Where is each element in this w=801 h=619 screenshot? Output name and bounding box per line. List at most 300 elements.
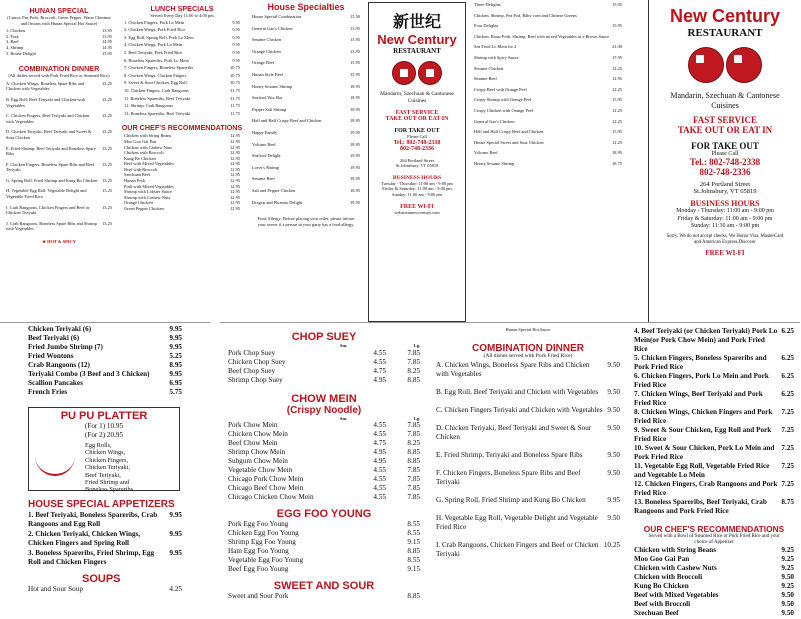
item-price: 18.95 bbox=[350, 141, 360, 147]
item-name: Beef Chop Suey bbox=[228, 366, 276, 375]
item-price: 5.75 bbox=[169, 388, 182, 396]
fast-service-right: FAST SERVICE bbox=[692, 115, 758, 125]
coin-icon bbox=[392, 61, 416, 85]
menu-panel-lunch-bottom bbox=[628, 322, 800, 618]
item-price-large: 7.85 bbox=[407, 421, 420, 430]
text-line: Chicken Teriyaki, bbox=[85, 464, 130, 472]
chop-suey-list bbox=[220, 349, 428, 385]
chef-top-list bbox=[118, 132, 246, 212]
menu-item bbox=[252, 107, 360, 113]
chow-mein-title: CHOW MEIN bbox=[291, 392, 357, 405]
menu-item bbox=[474, 140, 622, 146]
item-name: 10. Sweet & Sour Chicken, Pork Lo Mein and Pork Fried Rice bbox=[634, 444, 775, 461]
website: websiteatnewcentury.com bbox=[394, 209, 440, 215]
item-name: Beef with Broccoli bbox=[634, 600, 691, 609]
menu-item bbox=[634, 372, 794, 390]
menu-item bbox=[124, 20, 240, 26]
menu-item bbox=[474, 34, 622, 40]
chop-suey-title: CHOP SUEY bbox=[291, 331, 357, 343]
item-name: Honey Sesame Shrimp bbox=[474, 160, 515, 166]
item-price: 7.25 bbox=[781, 462, 794, 470]
menu-item bbox=[474, 119, 622, 125]
item-price: 8.55 bbox=[407, 520, 420, 529]
item-name: House Special Combination bbox=[252, 14, 302, 19]
combo-top-list bbox=[0, 79, 118, 239]
lunch-title: LUNCH SPECIALS bbox=[150, 4, 214, 13]
item-price: 12.95 bbox=[230, 178, 240, 184]
take-out-right: TAKE OUT OR EAT IN bbox=[677, 125, 773, 135]
text-line: Chicken Fingers, bbox=[85, 456, 129, 464]
item-name: 6. Boneless Spareribs, Pork Lo Mein bbox=[124, 57, 189, 63]
item-price: 12.25 bbox=[612, 118, 622, 124]
item-price-large: 7.85 bbox=[407, 357, 420, 366]
appetizers-title: HOUSE SPECIAL APPETIZERS bbox=[28, 499, 175, 510]
menu-item bbox=[436, 451, 620, 460]
text-line: Egg Rolls, bbox=[85, 442, 112, 449]
menu-item bbox=[28, 325, 182, 334]
menu-item bbox=[228, 367, 420, 376]
text-line: Chicken Wings, bbox=[85, 449, 126, 457]
item-price: 13.95 bbox=[102, 33, 112, 39]
item-price: 21.00 bbox=[612, 44, 622, 50]
item-name: Chicken Teriyaki (6) bbox=[28, 325, 92, 333]
wifi-right: FREE WI-FI bbox=[705, 248, 745, 257]
hunan-list bbox=[0, 26, 118, 58]
item-price: 12.25 bbox=[612, 107, 622, 113]
menu-item bbox=[252, 95, 360, 101]
item-name: B. Egg Roll, Beef Teriyaki and Chicken with Vegetables bbox=[436, 388, 599, 397]
item-price: 9.50 bbox=[781, 573, 794, 582]
item-name: E. Fried Shrimp, Beef Teriyaki and Boneless Spare Ribs bbox=[6, 145, 96, 157]
item-price-small: 4.95 bbox=[373, 375, 386, 384]
menu-item bbox=[228, 457, 420, 466]
hunan-note: (Carrot, Pea Pods, Broccoli, Green Pepper, Water Chestnut and Onions with Hunan Special Hot Sauce) bbox=[7, 15, 111, 26]
sweet-sour-item: Sweet and Sour Pork 8.85 bbox=[228, 592, 420, 601]
item-price: 13.25 bbox=[102, 204, 112, 210]
menu-item bbox=[28, 352, 182, 361]
item-name: Crispy Chicken with Orange Peel bbox=[474, 107, 534, 113]
item-name: 3. Boneless Spareribs, Fried Shrimp, Egg Roll and Chicken Fingers bbox=[28, 549, 155, 566]
item-name: I. Crab Rangoons, Chicken Fingers and Beef or Chicken Teriyaki bbox=[6, 204, 90, 216]
menu-item bbox=[474, 129, 622, 135]
item-name: Three-Delights bbox=[474, 2, 501, 7]
menu-item bbox=[228, 538, 420, 547]
item-name: 2. Chicken Teriyaki, Chicken Wings, Chicken Fingers and Spring Roll bbox=[28, 530, 141, 547]
item-price-small: 4.55 bbox=[373, 348, 386, 357]
item-name: G. Spring Roll, Fried Shrimp and Kung Bo Chicken bbox=[6, 177, 98, 183]
menu-panel-right-specials bbox=[468, 0, 628, 322]
item-price: 19.95 bbox=[350, 129, 360, 135]
menu-item bbox=[474, 66, 622, 72]
item-price: 13.25 bbox=[102, 80, 112, 86]
house-appetizer-list bbox=[0, 510, 210, 567]
menu-item bbox=[474, 161, 622, 167]
item-name: Chicago Chicken Chow Mein bbox=[228, 493, 314, 502]
item-name: Happy Family bbox=[252, 129, 278, 135]
item-price: 9.95 bbox=[169, 370, 182, 378]
item-name: 6. Chicken Fingers, Pork Lo Mein and Pork Fried Rice bbox=[634, 372, 769, 389]
menu-item bbox=[634, 498, 794, 516]
item-name: Hunan Pork bbox=[124, 178, 146, 184]
item-price: 15.95 bbox=[102, 50, 112, 56]
menu-item bbox=[634, 600, 794, 609]
logo-name-right: New Century bbox=[669, 6, 781, 26]
menu-item bbox=[228, 466, 420, 475]
item-price: 9.50 bbox=[607, 388, 620, 397]
sweet-sour-title: SWEET AND SOUR bbox=[273, 580, 375, 593]
item-name: G. Spring Roll, Fried Shrimp and Kung Bo Chicken bbox=[436, 496, 586, 505]
item-name: C. Chicken Fingers, Beef Teriyaki and Chicken with Vegetables bbox=[6, 113, 90, 124]
chow-mein-sub: (Crispy Noodle) bbox=[286, 404, 362, 416]
menu-item bbox=[124, 96, 240, 102]
tel-1-right: Tel.: 802-748-2338 bbox=[689, 157, 761, 167]
menu-item bbox=[474, 108, 622, 114]
menu-item bbox=[28, 343, 182, 352]
item-price: 12.95 bbox=[230, 133, 240, 139]
item-name: General Gao's Chicken bbox=[252, 25, 293, 31]
item-name: Crispy Beef with Orange Peel bbox=[474, 86, 527, 92]
combo-note-bottom: (All dishes served with Pork Fried Rice) bbox=[483, 352, 573, 359]
menu-item bbox=[228, 493, 420, 502]
item-name: Chicken with Broccoli bbox=[124, 150, 164, 156]
menu-item bbox=[228, 430, 420, 439]
take-out: TAKE OUT OR EAT IN bbox=[385, 116, 449, 122]
item-name: Chicken Egg Foo Young bbox=[228, 529, 299, 538]
item-name: Subgum Chow Mein bbox=[228, 457, 288, 466]
cuisine: Mandarin, Szechuan & Cantonese Cuisines bbox=[380, 91, 454, 104]
menu-item bbox=[436, 406, 620, 415]
hunan-special-title: HUNAN SPECIAL bbox=[29, 6, 89, 15]
menu-item bbox=[28, 530, 182, 548]
pupu-for1: (For 1) 10.95 bbox=[84, 422, 124, 430]
item-price: 9.95 bbox=[169, 530, 182, 538]
text-line: Sunday: 11:00 am - 9:00 pm bbox=[392, 191, 442, 197]
item-name: Chicken, Roast Pork, Shrimp, Beef with mixed Vegetables in a Brown Sauce bbox=[474, 33, 610, 39]
item-name: D. Chicken Teriyaki, Beef Teriyaki and Sweet & Sour Chicken bbox=[6, 129, 92, 140]
menu-item bbox=[252, 14, 360, 20]
menu-item bbox=[228, 439, 420, 448]
item-price: 18.95 bbox=[612, 150, 622, 156]
item-price: 9.95 bbox=[169, 343, 182, 351]
menu-item bbox=[474, 44, 622, 50]
item-price: 10.75 bbox=[230, 72, 240, 78]
chef-title-top: OUR CHEF'S RECOMMENDATIONS bbox=[121, 123, 243, 133]
item-price: 10.25 bbox=[603, 541, 620, 550]
item-price: 12.95 bbox=[230, 194, 240, 200]
hours-list-right bbox=[649, 208, 801, 231]
item-name: 4. Shrimp bbox=[6, 44, 24, 50]
item-price: 13.95 bbox=[350, 48, 360, 54]
item-name: Chicken, Shrimp, Pea Pod, Baby corn and Chinese Greens bbox=[474, 12, 577, 18]
item-name: Szechuan Beef bbox=[124, 172, 151, 178]
item-name: Beef Chow Mein bbox=[228, 439, 278, 448]
menu-item bbox=[228, 547, 420, 556]
text-line: Boneless Spareribs bbox=[85, 486, 134, 494]
pupu-for2: (For 2) 20.95 bbox=[84, 431, 124, 439]
menu-item bbox=[634, 609, 794, 618]
item-name: Orange Chicken bbox=[124, 200, 153, 206]
item-price: 13.25 bbox=[102, 188, 112, 194]
item-name: A. Chicken Wings, Boneless Spare Ribs and Chicken with Vegetables bbox=[6, 80, 85, 92]
item-price-large: 8.25 bbox=[407, 439, 420, 448]
item-price: 11.75 bbox=[230, 110, 240, 116]
menu-item bbox=[6, 205, 112, 216]
item-name: Scallion Pancakes bbox=[28, 379, 83, 387]
item-name: Moo Goo Gai Pan bbox=[634, 555, 690, 564]
item-price: 9.50 bbox=[781, 591, 794, 600]
item-name: 13. Boneless Spareribs, Beef Teriyaki bbox=[124, 110, 191, 116]
item-name: 10. Chicken Fingers, Crab Rangoons bbox=[124, 87, 189, 93]
menu-item bbox=[124, 206, 240, 212]
item-name: Chicago Pork Chow Mein bbox=[228, 475, 304, 484]
item-price: 9.95 bbox=[232, 19, 240, 25]
item-price: 12.95 bbox=[230, 166, 240, 172]
item-price: 6.25 bbox=[781, 327, 794, 335]
item-price: 12.95 bbox=[230, 189, 240, 195]
coin-icon bbox=[418, 61, 442, 85]
logo-sub-right: RESTAURANT bbox=[687, 27, 763, 39]
menu-item bbox=[124, 111, 240, 117]
item-price-large: 8.25 bbox=[407, 366, 420, 375]
menu-item bbox=[6, 146, 112, 157]
chef-title-bottom: OUR CHEF'S RECOMMENDATIONS bbox=[643, 524, 785, 534]
combo-bottom-list bbox=[428, 359, 628, 570]
item-name: Vegetable Chow Mein bbox=[228, 466, 293, 475]
item-name: House Special Sweet and Sour Chicken bbox=[474, 139, 544, 145]
menu-item bbox=[436, 541, 620, 559]
item-price-large: 7.85 bbox=[407, 493, 420, 502]
item-name: A. Chicken Wings, Boneless Spare Ribs and Chicken with Vegetables bbox=[436, 361, 590, 379]
item-name: Shrimp with Cashew Nuts bbox=[124, 194, 171, 200]
item-name: 7. Chicken Wings, Beef Teriyaki and Pork Fried Rice bbox=[634, 390, 763, 407]
item-name: 2. Chicken Wings, Pork Fried Rice bbox=[124, 27, 186, 33]
soup-item: Hot and Sour Soup 4.25 bbox=[28, 585, 182, 593]
menu-item bbox=[28, 334, 182, 343]
pupu-box bbox=[28, 407, 180, 494]
text-line: Sunday: 11:30 am - 9:00 pm bbox=[690, 223, 760, 229]
item-price: 13.95 bbox=[350, 37, 360, 43]
item-price: 11.75 bbox=[230, 103, 240, 109]
item-name: I. Crab Rangoons, Chicken Fingers and Beef or Chicken Teriyaki bbox=[436, 541, 599, 559]
item-name: Salt and Pepper Chicken bbox=[252, 187, 296, 193]
item-name: 9. Sweet & Sour Chicken, Egg Roll bbox=[124, 80, 187, 86]
item-name: Szechuan Beef bbox=[634, 609, 679, 618]
item-name: Lover's Shrimp bbox=[252, 164, 280, 170]
menu-item bbox=[6, 97, 112, 108]
menu-cover-center bbox=[368, 2, 466, 322]
menu-item bbox=[228, 448, 420, 457]
item-price: 12.95 bbox=[230, 155, 240, 161]
cuisine-right: Mandarin, Szechuan & Cantonese Cuisines bbox=[670, 91, 780, 110]
logo-coin-icons bbox=[369, 61, 465, 85]
menu-panel-lunch bbox=[118, 0, 246, 322]
menu-cover-right bbox=[648, 0, 801, 322]
item-price: 11.75 bbox=[230, 87, 240, 93]
item-price-small: 4.55 bbox=[373, 357, 386, 366]
tel-2-right: 802-748-2336 bbox=[699, 167, 751, 177]
menu-item bbox=[252, 153, 360, 159]
menu-item bbox=[28, 549, 182, 567]
item-price: 18.75 bbox=[612, 160, 622, 166]
item-price: 9.95 bbox=[232, 27, 240, 33]
menu-item bbox=[252, 37, 360, 43]
menu-item bbox=[474, 55, 622, 61]
menu-item bbox=[124, 50, 240, 56]
chow-mein-list bbox=[220, 421, 428, 502]
item-price: 10.75 bbox=[230, 80, 240, 86]
item-price: 9.95 bbox=[232, 49, 240, 55]
item-price: 9.15 bbox=[407, 538, 420, 547]
fast-service: FAST SERVICE bbox=[395, 110, 439, 116]
item-price: 9.25 bbox=[781, 555, 794, 564]
menu-item bbox=[634, 444, 794, 462]
house-title: House Specialties bbox=[267, 2, 345, 12]
text-line: Tuesday - Thursday: 11:00 am - 9:00 pm bbox=[381, 180, 453, 186]
item-price: 5.25 bbox=[169, 352, 182, 360]
menu-item bbox=[474, 76, 622, 82]
item-price-small: 4.55 bbox=[373, 493, 386, 502]
menu-panel-combo-bottom bbox=[428, 322, 628, 601]
item-price: 9.50 bbox=[781, 600, 794, 609]
item-name: French Fries bbox=[28, 388, 68, 396]
item-price: 9.25 bbox=[781, 546, 794, 555]
text-line: Friday & Saturday: 11:00 am - 9:00 pm bbox=[677, 215, 773, 222]
combo-title-bottom: COMBINATION DINNER bbox=[471, 342, 585, 354]
menu-item bbox=[252, 60, 360, 66]
item-name: 7. Chicken Fingers, Boneless Spareribs bbox=[124, 65, 194, 71]
item-price: 7.25 bbox=[781, 426, 794, 434]
tel-1: Tel.: 802-748-2338 bbox=[393, 139, 441, 146]
menu-item bbox=[634, 426, 794, 444]
item-price: 9.95 bbox=[232, 42, 240, 48]
item-price: 9.15 bbox=[407, 565, 420, 574]
item-name: Seafood Wor Bar bbox=[252, 95, 283, 101]
menu-item bbox=[124, 80, 240, 86]
item-price-large: 8.85 bbox=[407, 457, 420, 466]
item-price: 13.25 bbox=[102, 113, 112, 119]
menu-item bbox=[6, 188, 112, 199]
item-name: Volcano Beef bbox=[252, 141, 276, 147]
item-price: 10.75 bbox=[230, 65, 240, 71]
menu-item bbox=[252, 84, 360, 90]
menu-item bbox=[228, 484, 420, 493]
item-name: Sesame Chicken bbox=[252, 37, 282, 43]
item-name: Pork Chow Mein bbox=[228, 421, 278, 430]
item-price: 9.50 bbox=[607, 451, 620, 460]
menu-item bbox=[228, 556, 420, 565]
item-name: Beef Teriyaki (6) bbox=[28, 334, 80, 342]
item-price: 13.95 bbox=[102, 28, 112, 34]
item-name: Chicken with Cashew Nuts bbox=[634, 564, 717, 573]
item-name: Half and Half Crispy Beef and Chicken bbox=[474, 129, 544, 135]
hunan-hot-sauce: Hunan Special Hot Sauce bbox=[505, 327, 551, 332]
menu-item bbox=[634, 480, 794, 498]
item-price: 9.25 bbox=[781, 582, 794, 591]
size-header-2: Sm. Lg. bbox=[340, 415, 420, 421]
item-name: Kung Bo Chicken bbox=[124, 155, 156, 161]
item-name: F. Chicken Fingers, Boneless Spare Ribs and Beef Teriyaki bbox=[6, 161, 95, 173]
allergy-note: Food Allergy: Before placing your order, please inform your server if a person in your party has a food allergy. bbox=[257, 216, 355, 227]
item-price: 9.50 bbox=[607, 424, 620, 433]
item-price: 8.85 bbox=[407, 547, 420, 556]
menu-item bbox=[124, 42, 240, 48]
item-price: 7.25 bbox=[781, 444, 794, 452]
item-price-small: 4.55 bbox=[373, 421, 386, 430]
right-top-list bbox=[468, 0, 628, 174]
menu-item bbox=[634, 591, 794, 600]
item-name: Hunan Style Beef bbox=[252, 71, 284, 77]
menu-item bbox=[252, 200, 360, 206]
item-price-small: 4.75 bbox=[373, 366, 386, 375]
item-price: 13.25 bbox=[102, 129, 112, 135]
size-header: Sm. Lg. bbox=[340, 343, 420, 348]
item-price: 12.95 bbox=[230, 150, 240, 156]
item-name: Sesame Beef bbox=[252, 176, 275, 182]
menu-item bbox=[6, 81, 112, 92]
item-price: 14.95 bbox=[102, 39, 112, 45]
item-price: 14.95 bbox=[102, 44, 112, 50]
item-price-small: 4.95 bbox=[373, 448, 386, 457]
menu-item bbox=[28, 361, 182, 370]
item-price: 13.25 bbox=[102, 161, 112, 167]
item-name: F. Chicken Fingers, Boneless Spare Ribs and Beef Teriyaki bbox=[436, 469, 581, 487]
combo-title-top: COMBINATION DINNER bbox=[18, 64, 100, 74]
text-line: Beef Teriyaki, bbox=[85, 471, 121, 479]
item-name: 1. Beef Teriyaki, Boneless Spareribs, Crab Rangoons and Egg Roll bbox=[28, 511, 158, 528]
text-line: Fried Shrimp and bbox=[85, 479, 130, 487]
item-name: Teriyaki Combo (3 Beef and 3 Chicken) bbox=[28, 370, 150, 378]
item-name: 5. Chicken Fingers, Boneless Spareribs and Pork Fried Rice bbox=[634, 354, 767, 371]
item-name: General Gao's Chicken bbox=[474, 118, 515, 124]
menu-item bbox=[436, 469, 620, 487]
menu-item bbox=[474, 150, 622, 156]
item-name: 12. Shrimp, Crab Rangoons bbox=[124, 103, 173, 109]
hours-list bbox=[369, 181, 465, 198]
menu-item bbox=[124, 88, 240, 94]
menu-item bbox=[474, 23, 622, 29]
menu-item bbox=[124, 35, 240, 41]
item-price: 12.25 bbox=[612, 65, 622, 71]
item-name: C. Chicken Fingers Teriyaki and Chicken with Vegetables bbox=[436, 406, 603, 415]
item-name: Beef Egg Foo Young bbox=[228, 565, 289, 574]
item-name: 11. Boneless Spareribs, Beef Teriyaki bbox=[124, 95, 191, 101]
item-price-small: 4.95 bbox=[373, 457, 386, 466]
item-price-large: 7.85 bbox=[407, 348, 420, 357]
menu-item bbox=[28, 379, 182, 388]
menu-item bbox=[436, 361, 620, 379]
item-name: Chicken with String Beans bbox=[124, 133, 172, 139]
item-price: 17.95 bbox=[612, 54, 622, 60]
item-price: 18.95 bbox=[350, 118, 360, 124]
menu-item bbox=[28, 388, 182, 397]
menu-item bbox=[634, 408, 794, 426]
combo-note-top: (All dishes served with Pork Fried Rice or Steamed Rice) bbox=[8, 73, 110, 79]
menu-item bbox=[634, 582, 794, 591]
item-price: 15.95 bbox=[612, 2, 622, 7]
menu-item bbox=[124, 65, 240, 71]
item-name: Seafood Delight bbox=[252, 153, 281, 159]
menu-item bbox=[228, 376, 420, 385]
item-price: 12.95 bbox=[230, 200, 240, 206]
item-price: 13.25 bbox=[102, 177, 112, 183]
item-price-large: 8.85 bbox=[407, 448, 420, 457]
item-name: Four Delights bbox=[474, 23, 499, 29]
lunch-note: Served Every Day 11:00 to 4:00 pm bbox=[150, 13, 214, 18]
please-call: Please Call bbox=[407, 134, 427, 139]
item-name: Chicken Chow Mein bbox=[228, 430, 288, 439]
item-name: Beef with Mixed Vegetables bbox=[124, 161, 174, 167]
for-take-out: FOR TAKE OUT bbox=[394, 128, 440, 134]
